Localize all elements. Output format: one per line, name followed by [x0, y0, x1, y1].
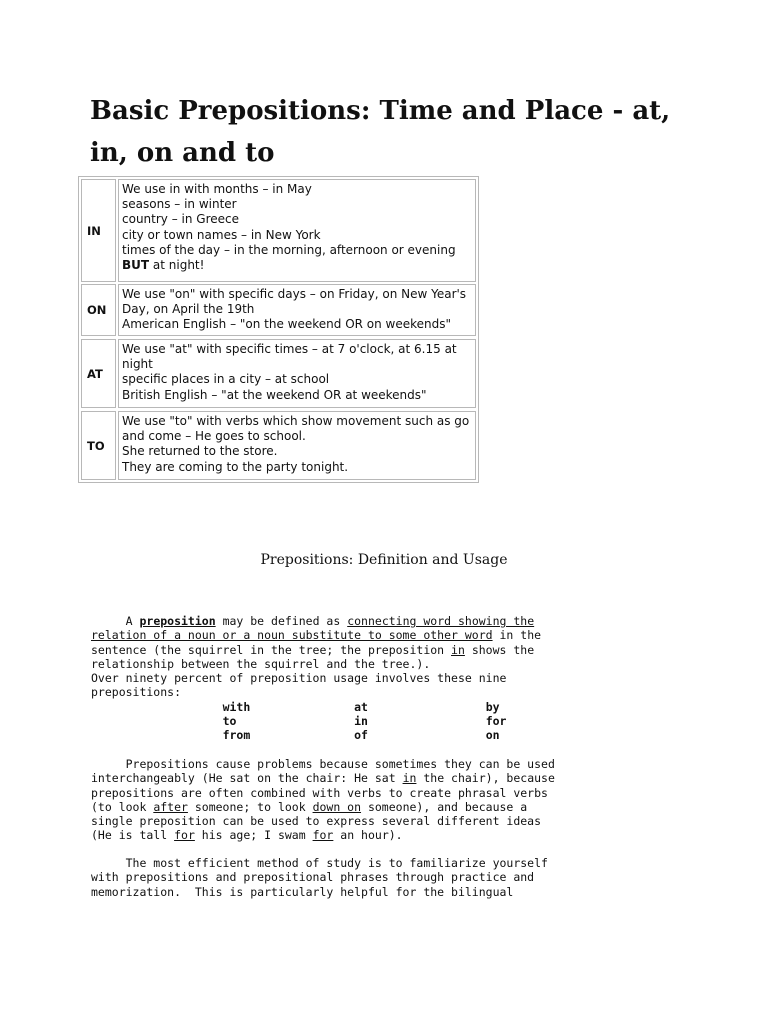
problems-paragraph	[91, 757, 711, 843]
paragraph-text: someone; to look	[187, 799, 313, 814]
preposition-key: IN	[87, 223, 101, 238]
usage-cell	[118, 284, 476, 336]
page-title: Basic Prepositions: Time and Place - at, in, on and to	[90, 96, 671, 168]
paragraph-text: his age; I swam	[194, 828, 313, 843]
paragraph-text: Prepositions cause problems because sometimes they can be used interchangeably (He sat on the chair: He sat	[91, 757, 555, 786]
usage-cell	[118, 179, 476, 282]
usage-line: city or town names – in New York	[122, 227, 321, 242]
preposition-word: of	[354, 728, 368, 742]
usage-line: specific places in a city – at school	[122, 372, 330, 387]
study-paragraph: The most efficient method of study is to familiarize yourself with prepositions and prepositional phrases through practice and memorization. This is particularly helpful for the bilingual	[91, 856, 548, 899]
preposition-word: in	[354, 713, 368, 728]
preposition-grid-row	[91, 714, 506, 728]
paragraph-text: an hour).	[333, 828, 403, 843]
table-row-to	[81, 411, 476, 480]
usage-line: We use "on" with specific days – on Friday, on New Year's Day, on April the 19th	[122, 287, 467, 317]
paragraph-text: shows the relationship between the squirrel and the tree.). Over ninety percent of preposition usage involves these nine prepositions:	[91, 642, 535, 700]
preposition-grid-row	[91, 728, 500, 742]
prepositions-table	[78, 176, 479, 483]
preposition-word: for	[485, 713, 507, 728]
preposition-key: TO	[87, 438, 105, 453]
preposition-cell	[81, 339, 116, 408]
preposition-word: to	[222, 713, 237, 728]
usage-line-rest: at night!	[149, 258, 205, 273]
usage-cell	[118, 339, 476, 408]
paragraph-text: in the sentence (the squirrel in the tree; the preposition	[91, 628, 542, 657]
section-title: Prepositions: Definition and Usage	[260, 552, 508, 568]
preposition-cell	[81, 411, 116, 480]
underlined-example: down on	[312, 799, 362, 814]
usage-line: We use "at" with specific times – at 7 o'clock, at 6.15 at night	[122, 342, 457, 372]
preposition-word: on	[485, 728, 500, 742]
underlined-example: in	[402, 771, 417, 786]
preposition-key: ON	[87, 303, 107, 317]
preposition-word: with	[222, 699, 251, 714]
definition-text: relation of a noun or a noun substitute to some other word	[91, 628, 493, 643]
paragraph-text: someone), and because a single preposition can be used to express several different ideas (He is tall	[91, 799, 542, 843]
underlined-example: in	[451, 642, 465, 657]
usage-line: They are coming to the party tonight.	[122, 459, 349, 474]
preposition-word: at	[354, 699, 368, 714]
preposition-cell	[81, 284, 116, 336]
preposition-term: preposition	[139, 614, 216, 628]
paragraph-text: A	[91, 614, 140, 628]
preposition-word: by	[485, 699, 500, 714]
but-word: BUT	[122, 258, 150, 273]
usage-line: times of the day – in the morning, afternoon or evening	[122, 242, 456, 257]
preposition-grid-row	[91, 700, 500, 714]
table-row-on	[81, 284, 476, 336]
definition-text: connecting word showing the	[347, 614, 535, 628]
preposition-word: from	[222, 728, 251, 742]
usage-line: British English – "at the weekend OR at weekends"	[122, 387, 427, 402]
usage-line: American English – "on the weekend OR on weekends"	[122, 317, 452, 332]
usage-line	[122, 258, 472, 273]
paragraph-text: may be defined as	[215, 614, 348, 628]
usage-line: She returned to the store.	[122, 444, 278, 459]
usage-cell	[118, 411, 476, 480]
usage-line: We use in with months – in May	[122, 182, 312, 196]
table-row-in	[81, 179, 476, 282]
table-row-at	[81, 339, 476, 408]
preposition-cell	[81, 179, 116, 282]
preposition-key: AT	[87, 366, 103, 381]
underlined-example: for	[174, 828, 195, 843]
nine-prepositions-grid	[91, 700, 506, 743]
usage-line: country – in Greece	[122, 212, 239, 227]
underlined-example: for	[312, 828, 334, 843]
underlined-example: after	[153, 799, 188, 814]
usage-line: We use "to" with verbs which show movement such as go and come – He goes to school.	[122, 414, 470, 444]
usage-line: seasons – in winter	[122, 197, 237, 212]
paragraph-text: the chair), because prepositions are often combined with verbs to create phrasal verbs (to look	[91, 771, 555, 814]
definition-paragraph	[91, 614, 711, 742]
